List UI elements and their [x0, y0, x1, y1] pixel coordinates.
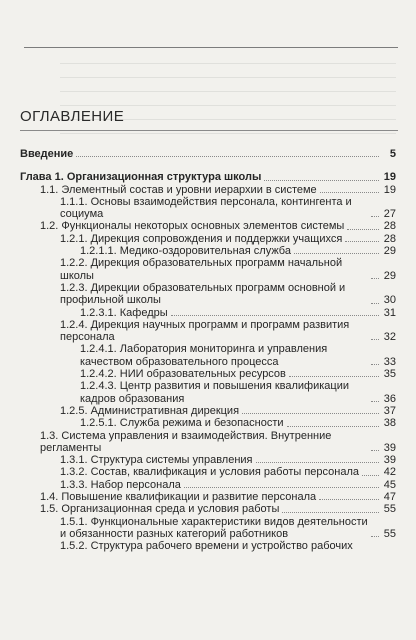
- toc-entry-s1_2_1_1: [80, 245, 396, 257]
- toc-entry-title: 1.2.5. Административная дирекция: [60, 404, 240, 417]
- toc-page-number: 35: [383, 368, 396, 381]
- toc-page-number: 39: [383, 441, 396, 454]
- toc-entry-s1_2_5: [60, 405, 396, 417]
- toc-entry-title: Глава 1. Организационная структура школы: [20, 171, 262, 184]
- toc-page-number: 29: [383, 245, 396, 258]
- toc-leader-dots: [289, 376, 379, 377]
- toc-page-number: 5: [389, 148, 396, 160]
- toc-leader-dots: [319, 499, 379, 500]
- toc-leader-dots: [371, 278, 379, 279]
- toc-page-number: 55: [383, 503, 396, 516]
- toc-page-number: 19: [383, 183, 396, 196]
- toc-entry-s1_5: [40, 503, 396, 515]
- header-rule: [24, 47, 398, 48]
- toc-leader-dots: [347, 229, 379, 230]
- toc-page-number: 38: [383, 417, 396, 430]
- toc-page-number: 29: [383, 269, 396, 282]
- toc-page-number: 30: [383, 294, 396, 307]
- toc-entry-s1_4: [40, 491, 396, 503]
- toc-entry-s1_2_1: [60, 233, 396, 245]
- toc-entry-s1_2_3_1: [80, 307, 396, 319]
- toc-page-number: 31: [383, 306, 396, 319]
- toc-leader-dots: [264, 180, 379, 181]
- toc-entry-s1_2_4_2: [80, 368, 396, 380]
- toc-entry-title: 1.2.2. Дирекция образовательных программ начальной школы: [60, 257, 343, 282]
- toc-leader-dots: [371, 450, 379, 451]
- toc-entry-s1_2_4_3: [80, 380, 396, 405]
- toc-page-number: 28: [383, 232, 396, 245]
- toc-leader-dots: [371, 216, 379, 217]
- toc-entry-title: 1.2.1.1. Медико-оздоровительная служба: [80, 245, 291, 258]
- toc-entry-title: 1.2.1. Дирекция сопровождения и поддержки учащихся: [60, 232, 343, 245]
- toc-entry-s1_3_2: [60, 466, 396, 478]
- toc-page-number: 39: [383, 454, 396, 467]
- toc-entry-ch1: [20, 171, 396, 183]
- toc-page-number: 55: [383, 527, 396, 540]
- toc-entry-s1_2_4_1: [80, 343, 396, 368]
- toc-leader-dots: [371, 339, 379, 340]
- toc-page-number: 42: [383, 466, 396, 479]
- toc-entry-title: 1.2.3.1. Кафедры: [80, 306, 168, 319]
- toc-page-number: 36: [383, 392, 396, 405]
- toc-entry-title: 1.2.4.2. НИИ образовательных ресурсов: [80, 368, 286, 381]
- toc-entry-title: 1.4. Повышение квалификации и развитие персонала: [40, 491, 317, 504]
- toc-leader-dots: [320, 192, 379, 193]
- toc-leader-dots: [294, 253, 379, 254]
- toc-entry-title: 1.5.1. Функциональные характеристики видов деятельности и обязанности разных категорий работников: [60, 515, 368, 540]
- toc-entry-title: 1.3.2. Состав, квалификация и условия работы персонала: [60, 466, 359, 479]
- toc-entry-s1_2_2: [60, 257, 396, 282]
- toc-leader-dots: [371, 401, 379, 402]
- toc-heading: ОГЛАВЛЕНИЕ: [20, 108, 125, 125]
- toc-leader-dots: [371, 364, 379, 365]
- toc-entry-s1_2_5_1: [80, 417, 396, 429]
- toc-entry-title: 1.5. Организационная среда и условия работы: [40, 503, 280, 516]
- toc-entry-title: 1.3. Система управления и взаимодействия. Внутренние регламенты: [40, 429, 332, 454]
- toc-entry-s1_2_4: [60, 319, 396, 344]
- toc-list: [20, 148, 396, 553]
- toc-page-number: 37: [383, 404, 396, 417]
- toc-entry-title: 1.5.2. Структура рабочего времени и устройство рабочих: [60, 540, 353, 553]
- toc-entry-title: 1.1.1. Основы взаимодействия персонала, контингента и социума: [60, 195, 352, 221]
- toc-page-number: 32: [383, 331, 396, 344]
- toc-entry-title: 1.2.4.3. Центр развития и повышения квалификации кадров образования: [80, 380, 350, 405]
- toc-entry-s1_5_1: [60, 516, 396, 541]
- toc-entry-title: 1.2.4.1. Лаборатория мониторинга и управления качеством образовательного процесса: [80, 343, 328, 368]
- toc-entry-intro: [20, 148, 396, 160]
- toc-entry-s1_1_1: [60, 196, 396, 221]
- toc-page-number: 33: [383, 355, 396, 368]
- toc-entry-title: 1.2.3. Дирекции образовательных программ основной и профильной школы: [60, 281, 346, 307]
- toc-leader-dots: [371, 536, 379, 537]
- toc-leader-dots: [184, 487, 379, 488]
- toc-leader-dots: [287, 426, 379, 427]
- toc-entry-s1_5_2: [60, 540, 396, 552]
- toc-entry-title: 1.3.3. Набор персонала: [60, 478, 181, 491]
- toc-page-number: 27: [383, 208, 396, 221]
- toc-entry-s1_3_1: [60, 454, 396, 466]
- toc-entry-s1_3_3: [60, 479, 396, 491]
- toc-entry-title: 1.2.4. Дирекция научных программ и программ развития персонала: [60, 318, 350, 344]
- toc-entry-title: 1.2. Функционалы некоторых основных элементов системы: [40, 220, 345, 233]
- toc-entry-s1_2_3: [60, 282, 396, 307]
- toc-leader-dots: [345, 241, 379, 242]
- toc-leader-dots: [171, 315, 379, 316]
- toc-leader-dots: [242, 413, 379, 414]
- toc-page-number: 28: [383, 220, 396, 233]
- toc-leader-dots: [76, 156, 379, 157]
- toc-leader-dots: [362, 475, 379, 476]
- toc-entry-title: 1.1. Элементный состав и уровни иерархии в системе: [40, 183, 317, 196]
- bleed-through-text: [60, 54, 396, 138]
- toc-entry-s1_2: [40, 220, 396, 232]
- toc-leader-dots: [282, 512, 379, 513]
- toc-page-number: 47: [383, 491, 396, 504]
- toc-entry-title: Введение: [20, 148, 74, 160]
- toc-gap: [20, 160, 396, 171]
- toc-page-number: 19: [383, 171, 396, 184]
- toc-leader-dots: [371, 303, 379, 304]
- toc-entry-title: 1.3.1. Структура системы управления: [60, 454, 253, 467]
- toc-leader-dots: [256, 462, 379, 463]
- toc-entry-s1_3: [40, 430, 396, 455]
- toc-entry-s1_1: [40, 184, 396, 196]
- toc-page-number: 45: [383, 478, 396, 491]
- heading-rule: [20, 130, 398, 131]
- toc-entry-title: 1.2.5.1. Служба режима и безопасности: [80, 417, 284, 430]
